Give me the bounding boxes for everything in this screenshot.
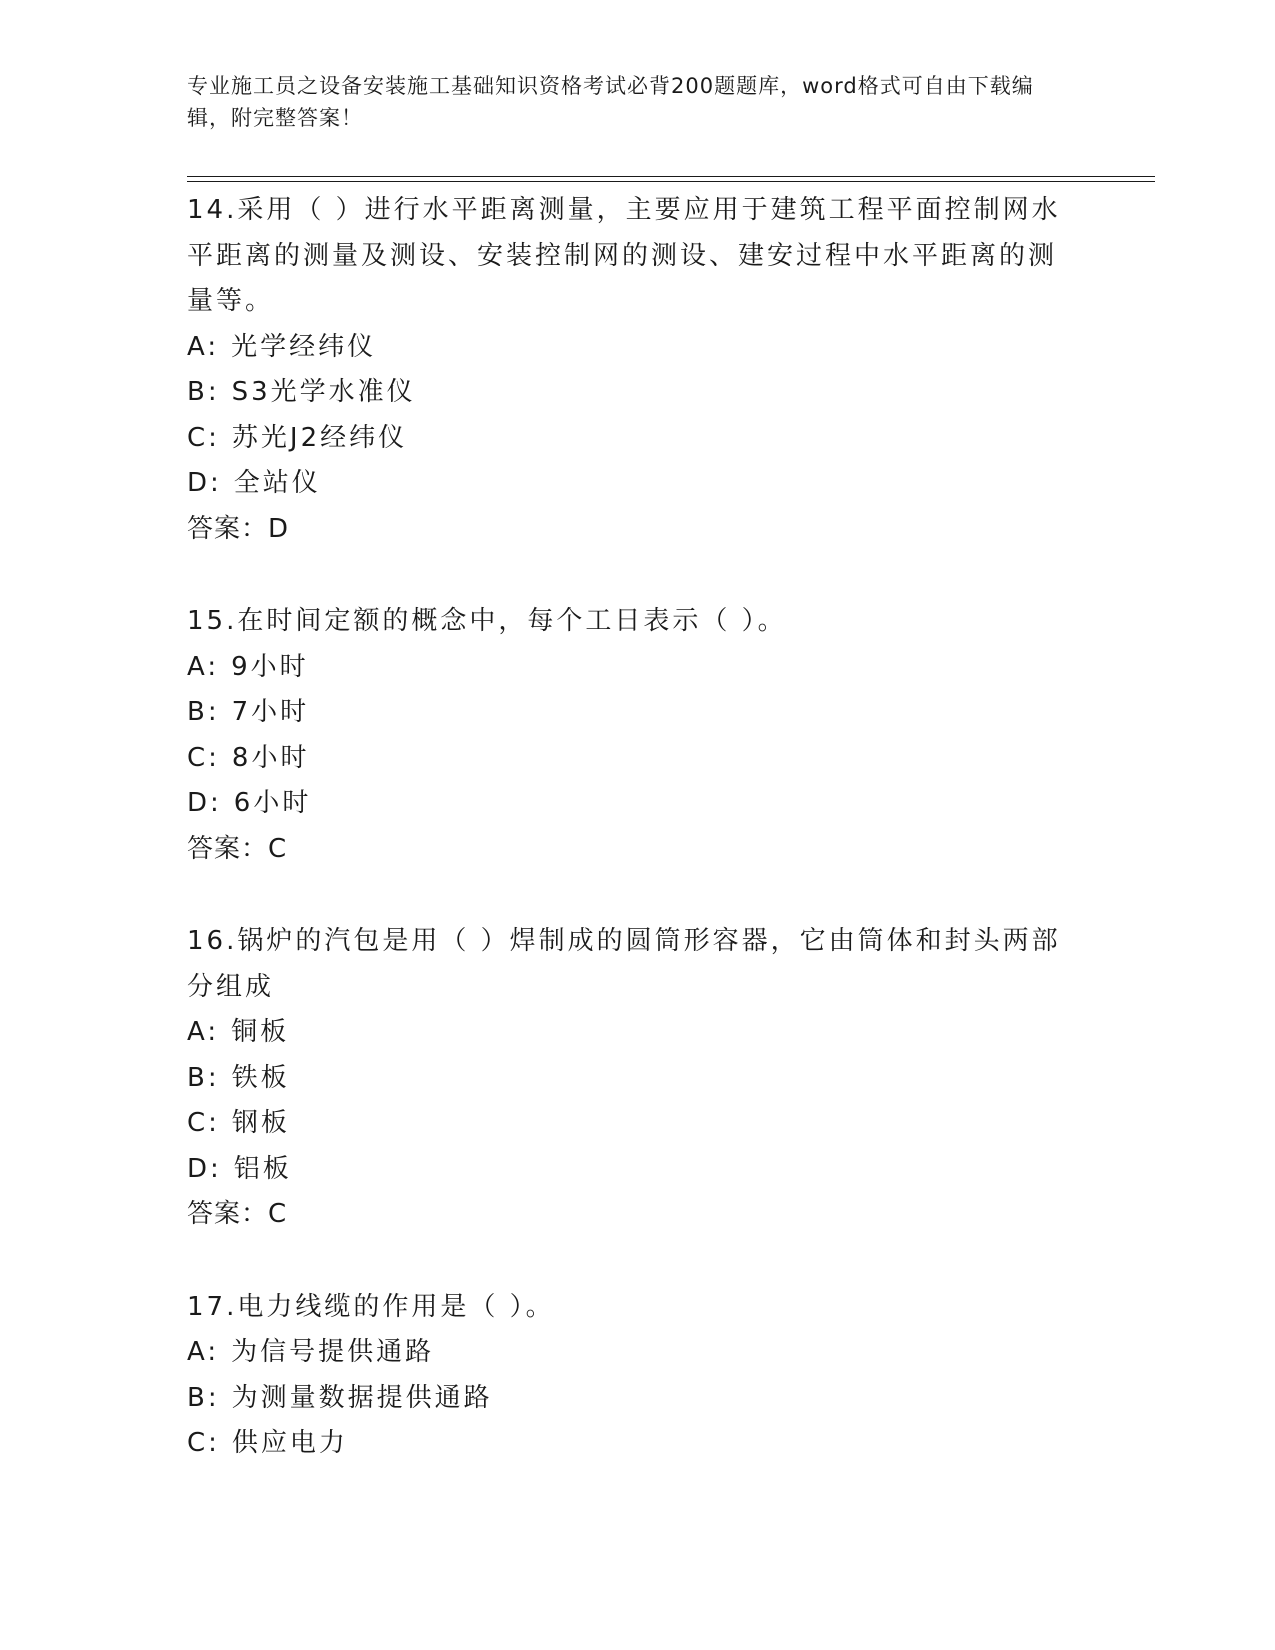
option-text: 8小时 <box>231 742 310 773</box>
option-text: 苏光J2经纬仪 <box>231 422 408 453</box>
option-letter: B: <box>187 1062 220 1093</box>
option-text: 铜板 <box>231 1017 290 1047</box>
header-rule-bottom <box>187 181 1155 182</box>
option-d <box>187 461 1067 507</box>
question-17 <box>187 1285 1067 1467</box>
option-letter: C: <box>187 1428 220 1458</box>
option-text: 为测量数据提供通路 <box>231 1382 493 1413</box>
option-a <box>187 1330 1067 1376</box>
option-b <box>187 370 1067 416</box>
option-c <box>187 1421 1067 1467</box>
option-c <box>187 736 1067 782</box>
option-letter: A: <box>187 651 220 682</box>
question-stem: 17.电力线缆的作用是（ ）。 <box>187 1291 555 1322</box>
answer-line: 答案：C <box>187 833 288 864</box>
question-15 <box>187 599 1067 872</box>
option-text: 7小时 <box>231 697 310 727</box>
option-letter: A: <box>187 1017 220 1047</box>
option-letter: C: <box>187 422 220 453</box>
option-letter: C: <box>187 1108 220 1138</box>
question-stem: 14.采用（ ）进行水平距离测量，主要应用于建筑工程平面控制网水平距离的测量及测设、安装控制网的测设、建安过程中水平距离的测量等。 <box>187 195 1061 316</box>
option-text: 供应电力 <box>231 1428 348 1458</box>
option-a <box>187 645 1067 691</box>
option-text: 6小时 <box>233 788 312 818</box>
option-letter: A: <box>187 331 220 362</box>
option-text: 光学经纬仪 <box>231 331 377 362</box>
option-letter: D: <box>187 468 222 498</box>
answer-line: 答案：D <box>187 513 290 544</box>
option-text: S3光学水准仪 <box>231 377 416 407</box>
option-d <box>187 1147 1067 1193</box>
question-14 <box>187 188 1067 552</box>
question-stem: 15.在时间定额的概念中，每个工日表示（ ）。 <box>187 606 787 636</box>
option-a <box>187 325 1067 371</box>
question-list <box>187 188 1067 1514</box>
option-letter: D: <box>187 1153 222 1184</box>
question-16 <box>187 919 1067 1238</box>
option-letter: B: <box>187 697 220 727</box>
option-letter: C: <box>187 742 220 773</box>
option-c <box>187 1101 1067 1147</box>
option-c <box>187 416 1067 462</box>
option-letter: A: <box>187 1337 220 1367</box>
document-header: 专业施工员之设备安装施工基础知识资格考试必背200题题库，word格式可自由下载编辑，附完整答案！ <box>187 74 1034 130</box>
option-b <box>187 690 1067 736</box>
header-rule-top <box>187 176 1155 177</box>
option-letter: B: <box>187 377 220 407</box>
option-d <box>187 781 1067 827</box>
question-stem: 16.锅炉的汽包是用（ ）焊制成的圆筒形容器，它由筒体和封头两部分组成 <box>187 926 1061 1002</box>
option-a <box>187 1010 1067 1056</box>
option-text: 全站仪 <box>233 468 321 498</box>
option-letter: D: <box>187 788 222 818</box>
option-text: 铝板 <box>233 1153 292 1184</box>
option-b <box>187 1376 1067 1422</box>
option-b <box>187 1056 1067 1102</box>
option-text: 铁板 <box>231 1062 290 1093</box>
option-text: 9小时 <box>231 651 309 682</box>
answer-line: 答案：C <box>187 1199 288 1229</box>
option-letter: B: <box>187 1382 220 1413</box>
option-text: 为信号提供通路 <box>231 1337 435 1367</box>
option-text: 钢板 <box>231 1108 290 1138</box>
